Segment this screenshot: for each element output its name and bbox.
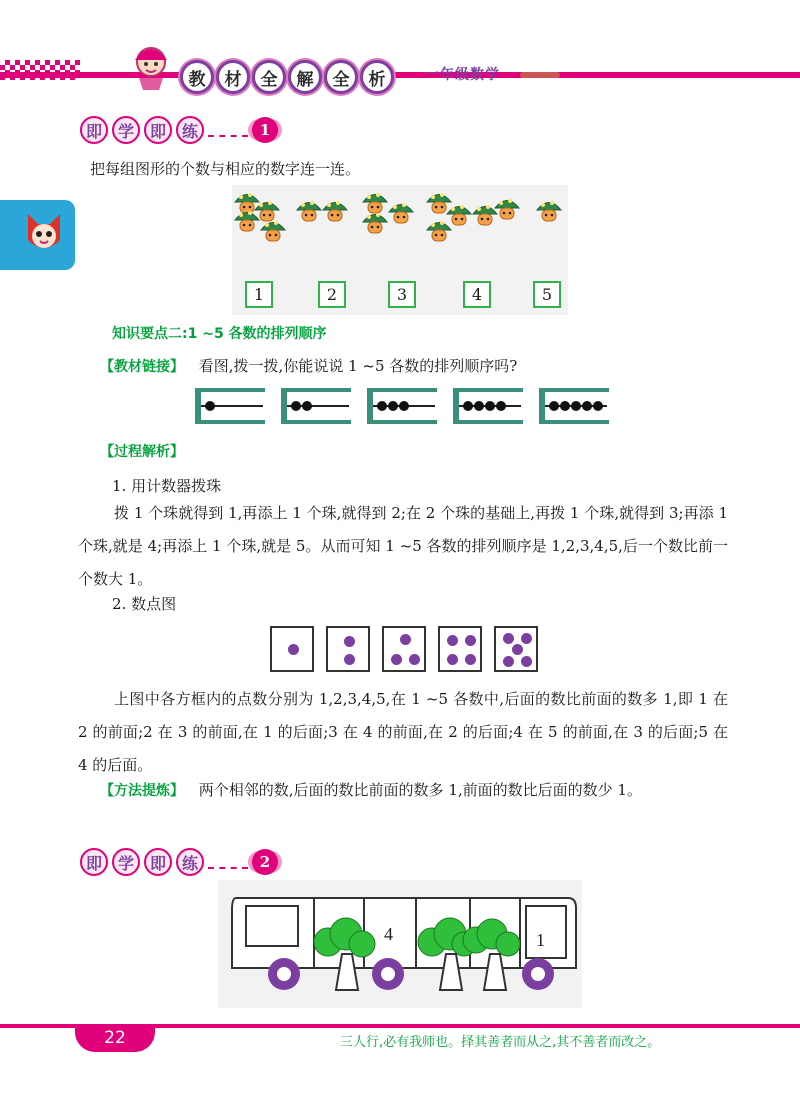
title-char-text: 材: [224, 69, 242, 90]
title-char: [360, 60, 394, 94]
title-char: [180, 60, 214, 94]
title-char: [216, 60, 250, 94]
dot: [409, 654, 420, 665]
abacus-rail-bot: [281, 420, 351, 424]
abacus-bead: [549, 401, 559, 411]
dot: [447, 635, 458, 646]
practice-char: 即: [144, 848, 172, 876]
abacus: [539, 388, 609, 424]
abacus-bead: [571, 401, 581, 411]
abacus-row: [195, 388, 609, 424]
abacus-bead: [582, 401, 592, 411]
method-paragraph: [78, 774, 728, 808]
abacus-bead: [593, 401, 603, 411]
grade-label: 一年级数学: [425, 67, 500, 83]
dashed-line: [208, 867, 248, 869]
practice-number: 2: [252, 849, 278, 875]
abacus: [281, 388, 351, 424]
abacus-rail-top: [195, 388, 265, 392]
practice-char: 即: [80, 116, 108, 144]
title-char-text: 析: [368, 69, 386, 90]
footer-motto: 三人行,必有我师也。择其善者而从之,其不善者而改之。: [340, 1035, 661, 1050]
abacus-rail-bot: [367, 420, 437, 424]
abacus: [367, 388, 437, 424]
bus-window-number: 1: [536, 930, 545, 950]
dashed-line: [208, 135, 248, 137]
practice-char: 练: [176, 116, 204, 144]
page-header: [0, 0, 800, 110]
method-label: 【方法提炼】: [100, 783, 184, 799]
title-char-text: 全: [260, 69, 278, 90]
textbook-link-text: 看图,拨一拨,你能说说 1 ~5 各数的排列顺序吗?: [198, 357, 518, 375]
title-char: [288, 60, 322, 94]
abacus-bead: [291, 401, 301, 411]
abacus-rail-top: [367, 388, 437, 392]
dot: [512, 644, 523, 655]
page-number: 22: [75, 1024, 155, 1052]
practice-banner-2: [80, 848, 278, 876]
dot: [521, 633, 532, 644]
dot: [344, 636, 355, 647]
dot-box: [494, 626, 538, 672]
exercise-instruction: 把每组图形的个数与相应的数字连一连。: [90, 160, 361, 178]
abacus-bead: [399, 401, 409, 411]
textbook-link-label: 【教材链接】: [100, 359, 184, 375]
abacus-rail-top: [453, 388, 523, 392]
abacus: [453, 388, 523, 424]
title-char-text: 解: [296, 69, 314, 90]
textbook-link: [100, 352, 517, 381]
dot-box: [438, 626, 482, 672]
fairy-mascot-icon: [125, 40, 177, 92]
abacus-bead: [474, 401, 484, 411]
number-box: 2: [318, 281, 346, 308]
abacus-bead: [463, 401, 473, 411]
number-box: 5: [533, 281, 561, 308]
step1-paragraph: 拨 1 个珠就得到 1,再添上 1 个珠,就得到 2;在 2 个珠的基础上,再拨 1 个珠,就得到 3;再添 1 个珠,就是 4;再添上 1 个珠,就是 5。从而可知 1 ~5 各数的排列顺序是 1,2,3,4,5,后一个数比前一个数大 1。: [78, 504, 728, 588]
step1-title: 1. 用计数器拨珠: [112, 477, 222, 495]
abacus-rail-bot: [539, 420, 609, 424]
title-char: [252, 60, 286, 94]
dot: [288, 644, 299, 655]
step2-paragraph: 上图中各方框内的点数分别为 1,2,3,4,5,在 1 ~5 各数中,后面的数比前面的数多 1,即 1 在 2 的前面;2 在 3 的前面,在 1 的后面;3 在 4 的前面,在 2 的后面;4 在 5 的前面,在 3 的后面;5 在 4 的后面。: [78, 690, 728, 774]
abacus-bead: [560, 401, 570, 411]
number-box: 4: [463, 281, 491, 308]
fox-mascot-icon: [22, 210, 66, 258]
dot: [344, 654, 355, 665]
number-box: 3: [388, 281, 416, 308]
abacus-rail-top: [281, 388, 351, 392]
practice-char: 练: [176, 848, 204, 876]
dot: [503, 633, 514, 644]
title-char: [324, 60, 358, 94]
bus-drawing: [218, 880, 582, 1008]
book-title: [180, 60, 394, 94]
dot-box: [270, 626, 314, 672]
bus-window-number: 4: [384, 924, 393, 944]
header-band: [0, 72, 800, 78]
abacus: [195, 388, 265, 424]
dot-box: [326, 626, 370, 672]
dot: [391, 654, 402, 665]
abacus-bead: [377, 401, 387, 411]
abacus-rail-top: [539, 388, 609, 392]
dot-box: [382, 626, 426, 672]
practice-char: 即: [80, 848, 108, 876]
number-box: 1: [245, 281, 273, 308]
dot: [465, 635, 476, 646]
step2-title: 2. 数点图: [112, 595, 177, 613]
dot: [447, 654, 458, 665]
practice-number: 1: [252, 117, 278, 143]
practice-char: 学: [112, 116, 140, 144]
method-text: 两个相邻的数,后面的数比前面的数多 1,前面的数比后面的数少 1。: [198, 781, 642, 799]
dot: [400, 634, 411, 645]
practice-char: 即: [144, 116, 172, 144]
dot: [503, 656, 514, 667]
practice-banner-1: [80, 116, 278, 144]
abacus-bead: [302, 401, 312, 411]
title-char-text: 全: [332, 69, 350, 90]
abacus-rail-bot: [453, 420, 523, 424]
abacus-bead: [485, 401, 495, 411]
abacus-bead: [205, 401, 215, 411]
knowledge-point-title: 知识要点二:1 ~5 各数的排列顺序: [112, 326, 327, 342]
bus-illustration: [218, 880, 582, 1008]
title-char-text: 教: [188, 69, 206, 90]
pencil-icon: [520, 72, 560, 78]
abacus-bead: [496, 401, 506, 411]
dot-boxes: [270, 626, 538, 672]
process-label: 【过程解析】: [100, 444, 184, 460]
abacus-bead: [388, 401, 398, 411]
dot: [521, 656, 532, 667]
practice-char: 学: [112, 848, 140, 876]
abacus-rail-bot: [195, 420, 265, 424]
dot: [465, 654, 476, 665]
